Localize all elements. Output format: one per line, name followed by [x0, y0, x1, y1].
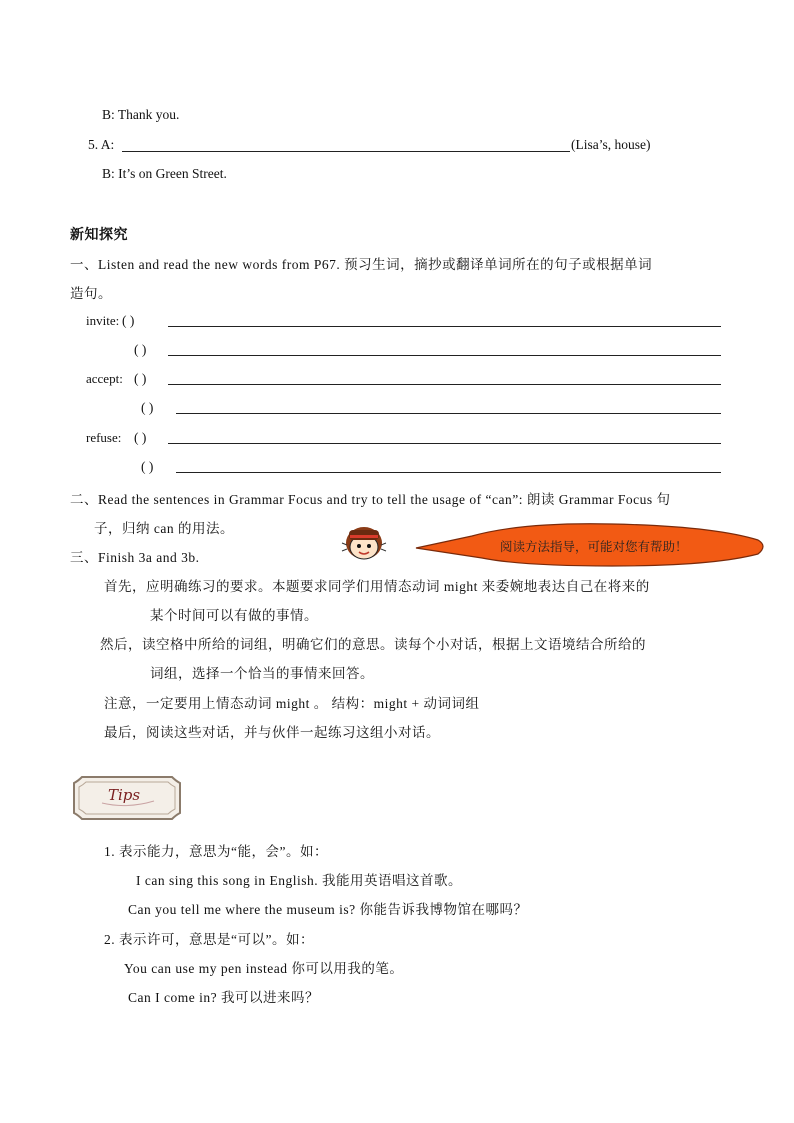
tip-2-example-2: Can I come in? 我可以进来吗？ [128, 990, 319, 1005]
word-accept: accept: [86, 371, 123, 386]
word-invite: invite: [86, 313, 120, 328]
paren-accept-2: ( ) [141, 400, 154, 415]
write-line-invite-2[interactable] [168, 355, 721, 356]
tip-1-example-2: Can you tell me where the museum is? 你能告诉我博物馆在哪吗？ [128, 902, 528, 917]
tip-2-example-1: You can use my pen instead 你可以用我的笔。 [124, 961, 404, 976]
section-title: 新知探究 [70, 227, 128, 243]
step-3-note: 注意，一定要用上情态动词 might 。 结构：might + 动词词组 [104, 696, 480, 711]
paren-invite-1: ( ) [122, 313, 135, 328]
part1-heading-line1: 一、Listen and read the new words from P67. 预习生词，摘抄或翻译单词所在的句子或根据单词 [70, 257, 653, 272]
item5-b-answer: B: It’s on Green Street. [102, 166, 227, 181]
item5-a-label: 5. A: [88, 137, 115, 152]
write-line-accept-2[interactable] [176, 413, 721, 414]
tip-1-title: 1. 表示能力，意思为“能，会”。如： [104, 844, 328, 859]
step-2-line2: 词组，选择一个恰当的事情来回答。 [150, 666, 374, 681]
item5-answer-line[interactable] [122, 151, 570, 152]
callout-text: 阅读方法指导，可能对您有帮助！ [500, 539, 688, 554]
step-1-line1: 首先，应明确练习的要求。本题要求同学们用情态动词 might 来委婉地表达自己在将来的 [104, 579, 650, 594]
word-refuse: refuse: [86, 430, 122, 445]
paren-invite-2: ( ) [134, 342, 147, 357]
girl-cartoon-icon [340, 519, 388, 565]
step-4-final: 最后，阅读这些对话，并与伙伴一起练习这组小对话。 [104, 725, 440, 740]
part2-line1: 二、Read the sentences in Grammar Focus and try to tell the usage of “can”: 朗读 Grammar Focus 句 [70, 492, 671, 507]
step-1-line2: 某个时间可以有做的事情。 [150, 608, 318, 623]
tip-1-example-1: I can sing this song in English. 我能用英语唱这首歌。 [136, 873, 462, 888]
step-2-line1: 然后，读空格中所给的词组，明确它们的意思。读每个小对话，根据上文语境结合所给的 [100, 637, 646, 652]
paren-accept-1: ( ) [134, 371, 147, 386]
paren-refuse-2: ( ) [141, 459, 154, 474]
dialog-b-thanks: B: Thank you. [102, 107, 180, 122]
write-line-accept-1[interactable] [168, 384, 721, 385]
write-line-invite-1[interactable] [168, 326, 721, 327]
part3-heading: 三、Finish 3a and 3b. [70, 550, 200, 565]
part2-line2: 子，归纳 can 的用法。 [94, 521, 234, 536]
paren-refuse-1: ( ) [134, 430, 147, 445]
tip-2-title: 2. 表示许可，意思是“可以”。如： [104, 932, 314, 947]
item5-hint: (Lisa’s, house) [571, 137, 651, 152]
part1-heading-line2: 造句。 [70, 286, 112, 301]
write-line-refuse-2[interactable] [176, 472, 721, 473]
tips-label: Tips [108, 786, 141, 804]
write-line-refuse-1[interactable] [168, 443, 721, 444]
